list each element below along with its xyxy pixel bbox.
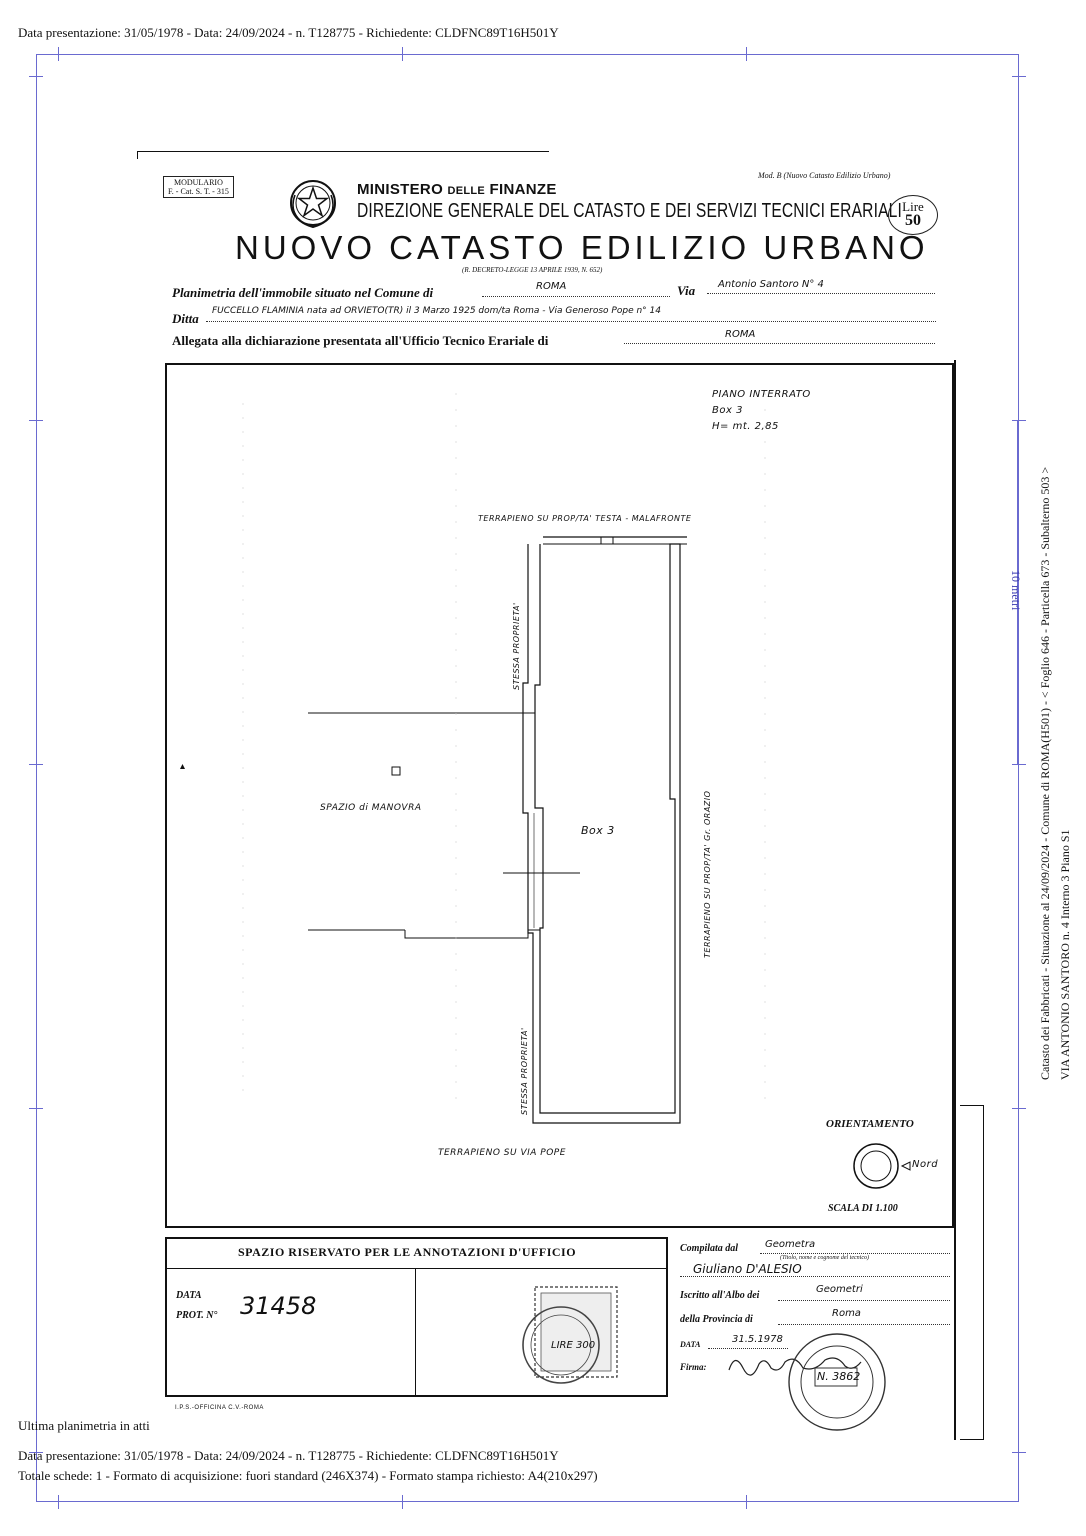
- box-label: Box 3: [581, 824, 615, 837]
- compilata-hint: (Titolo, nome e cognome del tecnico): [780, 1255, 869, 1261]
- mod-b-label: Mod. B (Nuovo Catasto Edilizio Urbano): [758, 171, 891, 180]
- provincia-value: Roma: [832, 1308, 861, 1319]
- stessa-proprieta-upper: STESSA PROPRIETA': [512, 602, 521, 690]
- footer-line-2: Totale schede: 1 - Formato di acquisizione: fuori standard (246X374) - Formato stampa richiesto: A4(210x297): [18, 1468, 598, 1483]
- floor-plan-drawing: [165, 363, 954, 1228]
- nuovo-catasto-title: NUOVO CATASTO EDILIZIO URBANO: [235, 229, 929, 266]
- ultima-planimetria-note: Ultima planimetria in atti: [18, 1418, 150, 1433]
- side-catasto-line: Catasto dei Fabbricati - Situazione al 24/09/2024 - Comune di ROMA(H501) - < Foglio 646 - Particella 673 - Subalterno 503 >: [1038, 466, 1052, 1080]
- prot-label: PROT. N°: [176, 1310, 218, 1321]
- stessa-proprieta-lower: STESSA PROPRIETA': [520, 1027, 529, 1115]
- orientamento-label: ORIENTAMENTO: [826, 1118, 914, 1130]
- top-header-text: Data presentazione: 31/05/1978 - Data: 24/09/2024 - n. T128775 - Richiedente: CLDFNC89T16H501Y: [18, 25, 559, 40]
- italian-emblem-icon: [285, 175, 341, 236]
- side-address-line: VIA ANTONIO SANTORO n. 4 Interno 3 Piano S1: [1058, 829, 1072, 1080]
- ministero-heading: MINISTERO DELLE FINANZE: [357, 181, 557, 198]
- spazio-manovra-label: SPAZIO di MANOVRA: [320, 803, 422, 813]
- comune-value: ROMA: [536, 281, 567, 292]
- data2-label: DATA: [680, 1340, 701, 1349]
- compilata-label: Compilata dal: [680, 1243, 739, 1254]
- iscritto-value: Geometri: [816, 1284, 863, 1295]
- scala-label: SCALA DI 1.100: [828, 1203, 898, 1214]
- lire-stamp: Lire 50: [888, 195, 938, 235]
- data2-value: 31.5.1978: [732, 1334, 783, 1345]
- planimetria-label: Planimetria dell'immobile situato nel Comune di: [172, 285, 434, 300]
- iscritto-label: Iscritto all'Albo dei: [680, 1290, 760, 1301]
- officina-imprint: I.P.S.-OFFICINA C.V.-ROMA: [175, 1405, 264, 1411]
- ditta-value: FUCCELLO FLAMINIA nata ad ORVIETO(TR) il 3 Marzo 1925 dom/ta Roma - Via Generoso Pope n° 14: [212, 306, 661, 316]
- annotations-title: SPAZIO RISERVATO PER LE ANNOTAZIONI D'UFFICIO: [238, 1245, 577, 1259]
- data-label: DATA: [176, 1290, 202, 1301]
- direzione-heading: DIREZIONE GENERALE DEL CATASTO E DEI SERVIZI TECNICI ERARIALI: [357, 200, 902, 222]
- footer-line-1: Data presentazione: 31/05/1978 - Data: 24/09/2024 - n. T128775 - Richiedente: CLDFNC89T16H501Y: [18, 1448, 559, 1463]
- seal-number: N. 3862: [817, 1370, 861, 1383]
- provincia-label: della Provincia di: [680, 1314, 753, 1325]
- bollo-value: LIRE 300: [551, 1340, 596, 1351]
- prot-value: 31458: [240, 1292, 317, 1320]
- firma-label: Firma:: [680, 1362, 707, 1372]
- allegata-label: Allegata alla dichiarazione presentata all'Ufficio Tecnico Erariale di: [172, 333, 549, 348]
- nord-label: Nord: [912, 1159, 939, 1170]
- terrapieno-right-label: TERRAPIENO SU PROP/TA' Gr. ORAZIO: [703, 790, 712, 958]
- ditta-label: Ditta: [172, 311, 199, 326]
- modulario-box: MODULARIO F. - Cat. S. T. - 315: [163, 176, 234, 198]
- terrapieno-bottom-label: TERRAPIENO SU VIA POPE: [438, 1148, 566, 1158]
- scale-bar-label: 10 metri: [1009, 570, 1023, 611]
- ufficio-value: ROMA: [725, 329, 756, 340]
- terrapieno-top-label: TERRAPIENO SU PROP/TA' TESTA - MALAFRONTE: [478, 514, 692, 523]
- geometra-seal: [785, 1330, 889, 1439]
- top-rule: [137, 151, 549, 152]
- piano-note: PIANO INTERRATO Box 3 H= mt. 2,85: [712, 389, 811, 432]
- tecnico-name: Giuliano D'ALESIO: [693, 1262, 802, 1276]
- decreto-note: (R. DECRETO-LEGGE 13 APRILE 1939, N. 652): [462, 266, 603, 274]
- via-value: Antonio Santoro N° 4: [718, 279, 824, 290]
- compilata-value: Geometra: [765, 1239, 816, 1250]
- via-label: Via: [677, 283, 696, 298]
